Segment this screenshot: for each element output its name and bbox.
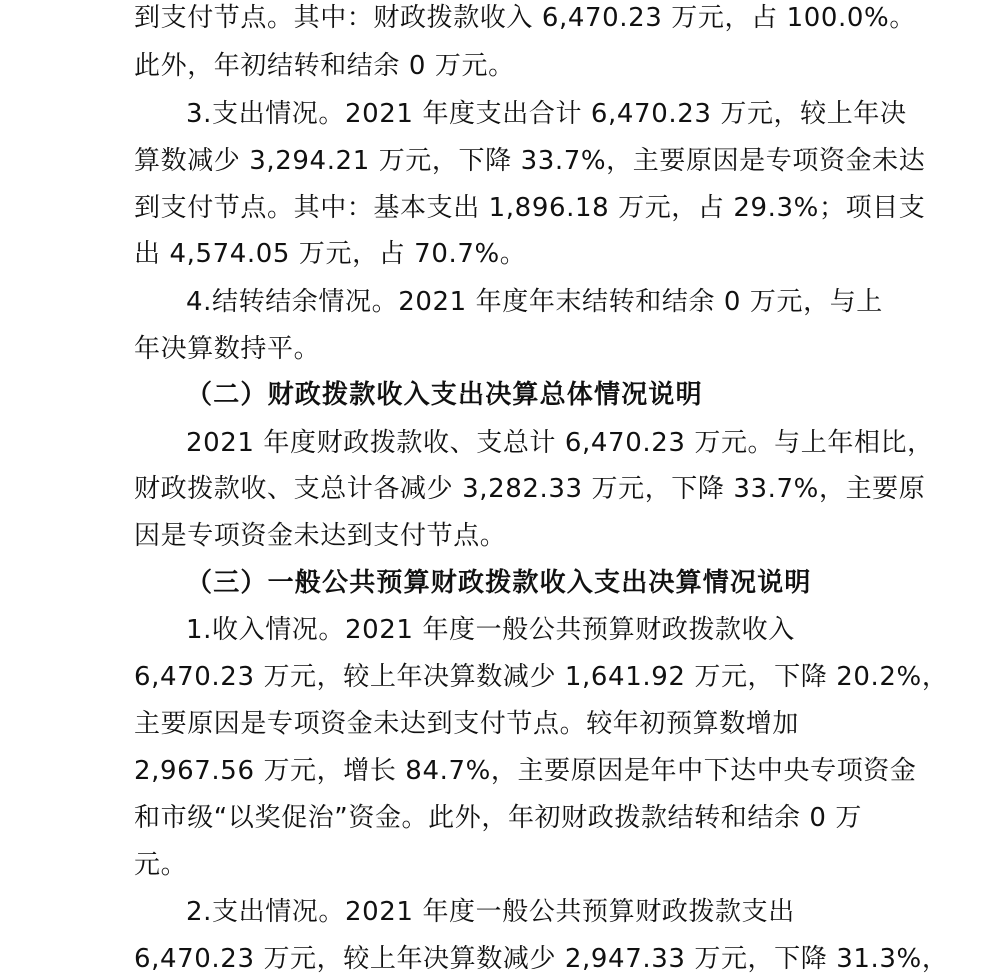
- text-line: 6,470.23 万元，较上年决算数减少 2,947.33 万元，下降 31.3%，: [134, 944, 949, 974]
- text-line: 因是专项资金未达到支付节点。: [134, 521, 507, 551]
- text-line: 到支付节点。其中：财政拨款收入 6,470.23 万元，占 100.0%。: [134, 3, 916, 33]
- text-line: 此外，年初结转和结余 0 万元。: [134, 51, 515, 81]
- text-line: 2,967.56 万元，增长 84.7%，主要原因是年中下达中央专项资金: [134, 756, 917, 786]
- text-line: 4.结转结余情况。2021 年度年末结转和结余 0 万元，与上: [186, 287, 883, 317]
- section-heading: （二）财政拨款收入支出决算总体情况说明: [186, 380, 703, 410]
- text-line: 1.收入情况。2021 年度一般公共预算财政拨款收入: [186, 615, 795, 645]
- section-heading: （三）一般公共预算财政拨款收入支出决算情况说明: [186, 568, 812, 598]
- text-line: 主要原因是专项资金未达到支付节点。较年初预算数增加: [134, 709, 800, 739]
- text-line: 年决算数持平。: [134, 334, 321, 364]
- text-line: 算数减少 3,294.21 万元，下降 33.7%，主要原因是专项资金未达: [134, 146, 926, 176]
- text-line: 6,470.23 万元，较上年决算数减少 1,641.92 万元，下降 20.2%，: [134, 662, 949, 692]
- text-line: 2021 年度财政拨款收、支总计 6,470.23 万元。与上年相比，: [186, 428, 934, 458]
- text-line: 元。: [134, 850, 188, 880]
- text-line: 2.支出情况。2021 年度一般公共预算财政拨款支出: [186, 897, 795, 927]
- text-line: 和市级“以奖促治”资金。此外，年初财政拨款结转和结余 0 万: [134, 803, 863, 833]
- text-line: 出 4,574.05 万元，占 70.7%。: [134, 239, 527, 269]
- text-line: 财政拨款收、支总计各减少 3,282.33 万元，下降 33.7%，主要原: [134, 474, 926, 504]
- text-line: 到支付节点。其中：基本支出 1,896.18 万元，占 29.3%；项目支: [134, 193, 926, 223]
- text-line: 3.支出情况。2021 年度支出合计 6,470.23 万元，较上年决: [186, 99, 907, 129]
